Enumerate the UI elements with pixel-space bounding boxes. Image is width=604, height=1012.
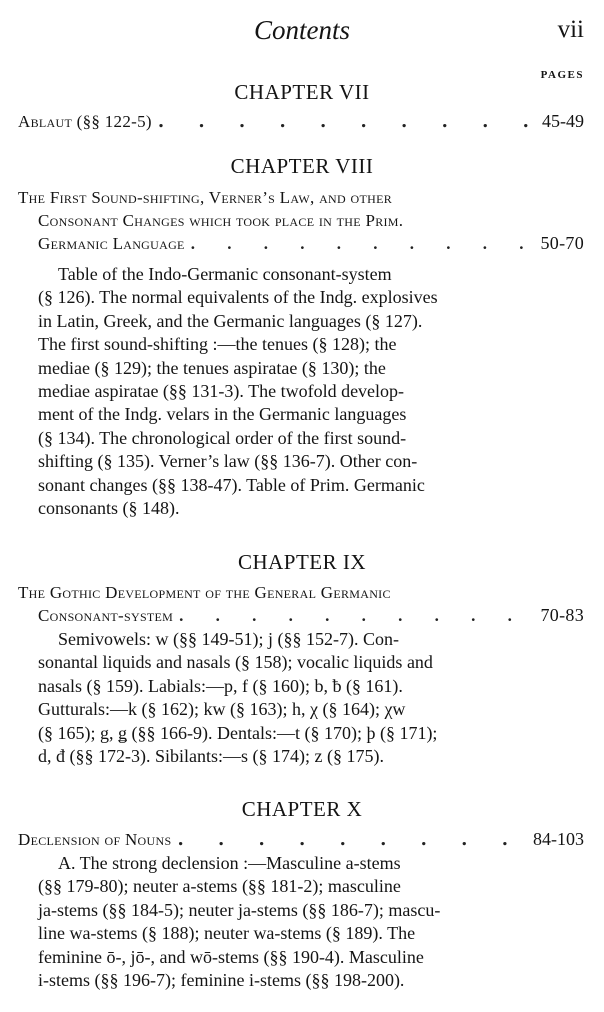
summary-line: nasals (§ 159). Labials:—p, f (§ 160); b, ƀ (§ 161). bbox=[38, 675, 403, 696]
summary-line: ja-stems (§§ 184-5); neuter ja-stems (§§ 186-7); mascu- bbox=[38, 899, 441, 920]
summary-line: mediae (§ 129); the tenues aspiratae (§ 130); the bbox=[38, 357, 386, 378]
summary-line: A. The strong declension :—Masculine a-stems bbox=[58, 853, 401, 873]
dot-leaders bbox=[179, 604, 534, 627]
chapter-summary bbox=[38, 263, 604, 520]
toc-entry[interactable] bbox=[0, 186, 604, 255]
summary-line: Semivowels: w (§§ 149-51); j (§§ 152-7). Con- bbox=[58, 629, 399, 649]
entry-pages: 50-70 bbox=[540, 233, 584, 253]
summary-line: d, đ (§§ 172-3). Sibilants:—s (§ 174); z (§ 175). bbox=[38, 746, 384, 767]
toc-entry[interactable] bbox=[0, 828, 604, 851]
dot-leaders bbox=[158, 110, 536, 133]
entry-title-line: Germanic Language bbox=[38, 234, 185, 253]
dot-leaders bbox=[177, 828, 527, 851]
page-number: vii bbox=[557, 16, 584, 43]
entry-title: Declension of Nouns bbox=[18, 830, 172, 849]
toc-entry[interactable] bbox=[0, 581, 604, 627]
chapter-heading: CHAPTER X bbox=[241, 797, 363, 821]
chapter-heading: CHAPTER VIII bbox=[230, 154, 374, 178]
entry-title-line: Consonant Changes which took place in the Prim. bbox=[38, 211, 404, 230]
summary-line: consonants (§ 148). bbox=[38, 498, 180, 519]
entry-title: Ablaut (§§ 122-5) bbox=[18, 112, 152, 131]
summary-line: Gutturals:—k (§ 162); kw (§ 163); h, χ (§ 164); χw bbox=[38, 699, 406, 720]
summary-line: i-stems (§§ 196-7); feminine i-stems (§§ 198-200). bbox=[38, 970, 405, 991]
summary-line: ment of the Indg. velars in the Germanic languages bbox=[38, 404, 407, 425]
entry-pages: 45-49 bbox=[542, 111, 584, 131]
entry-pages: 70-83 bbox=[540, 605, 584, 625]
summary-line: line wa-stems (§ 188); neuter wa-stems (§ 189). The bbox=[38, 923, 416, 944]
pages-column-label: PAGES bbox=[540, 69, 584, 81]
chapter-heading: CHAPTER IX bbox=[237, 550, 367, 574]
entry-title-line: Consonant-system bbox=[38, 606, 174, 625]
summary-line: (§ 134). The chronological order of the first sound- bbox=[38, 427, 407, 448]
chapter-summary bbox=[38, 852, 604, 992]
summary-line: (§§ 179-80); neuter a-stems (§§ 181-2); masculine bbox=[38, 876, 401, 897]
summary-line: mediae aspiratae (§§ 131-3). The twofold develop- bbox=[38, 381, 405, 402]
running-title: Contents bbox=[253, 15, 350, 45]
dot-leaders bbox=[191, 232, 535, 255]
summary-line: The first sound-shifting :—the tenues (§ 128); the bbox=[38, 334, 397, 355]
summary-line: shifting (§ 135). Verner’s law (§§ 136-7). Other con- bbox=[38, 451, 418, 472]
entry-pages: 84-103 bbox=[533, 829, 584, 849]
summary-line: (§ 165); g, ǥ (§§ 166-9). Dentals:—t (§ 170); þ (§ 171); bbox=[38, 722, 438, 743]
chapter-heading: CHAPTER VII bbox=[234, 80, 370, 104]
entry-title-line: The Gothic Development of the General Germanic bbox=[18, 583, 391, 602]
summary-line: in Latin, Greek, and the Germanic languages (§ 127). bbox=[38, 310, 423, 331]
chapter-summary bbox=[38, 628, 604, 768]
running-head bbox=[0, 10, 604, 50]
summary-line: Table of the Indo-Germanic consonant-system bbox=[58, 264, 392, 284]
entry-title-line: The First Sound-shifting, Verner’s Law, and other bbox=[18, 188, 393, 207]
summary-line: sonant changes (§§ 138-47). Table of Prim. Germanic bbox=[38, 474, 425, 495]
summary-line: (§ 126). The normal equivalents of the Indg. explosives bbox=[38, 287, 438, 308]
summary-line: sonantal liquids and nasals (§ 158); vocalic liquids and bbox=[38, 652, 433, 673]
summary-line: feminine ō-, jō-, and wō-stems (§§ 190-4). Masculine bbox=[38, 946, 424, 967]
toc-entry[interactable] bbox=[0, 110, 604, 133]
